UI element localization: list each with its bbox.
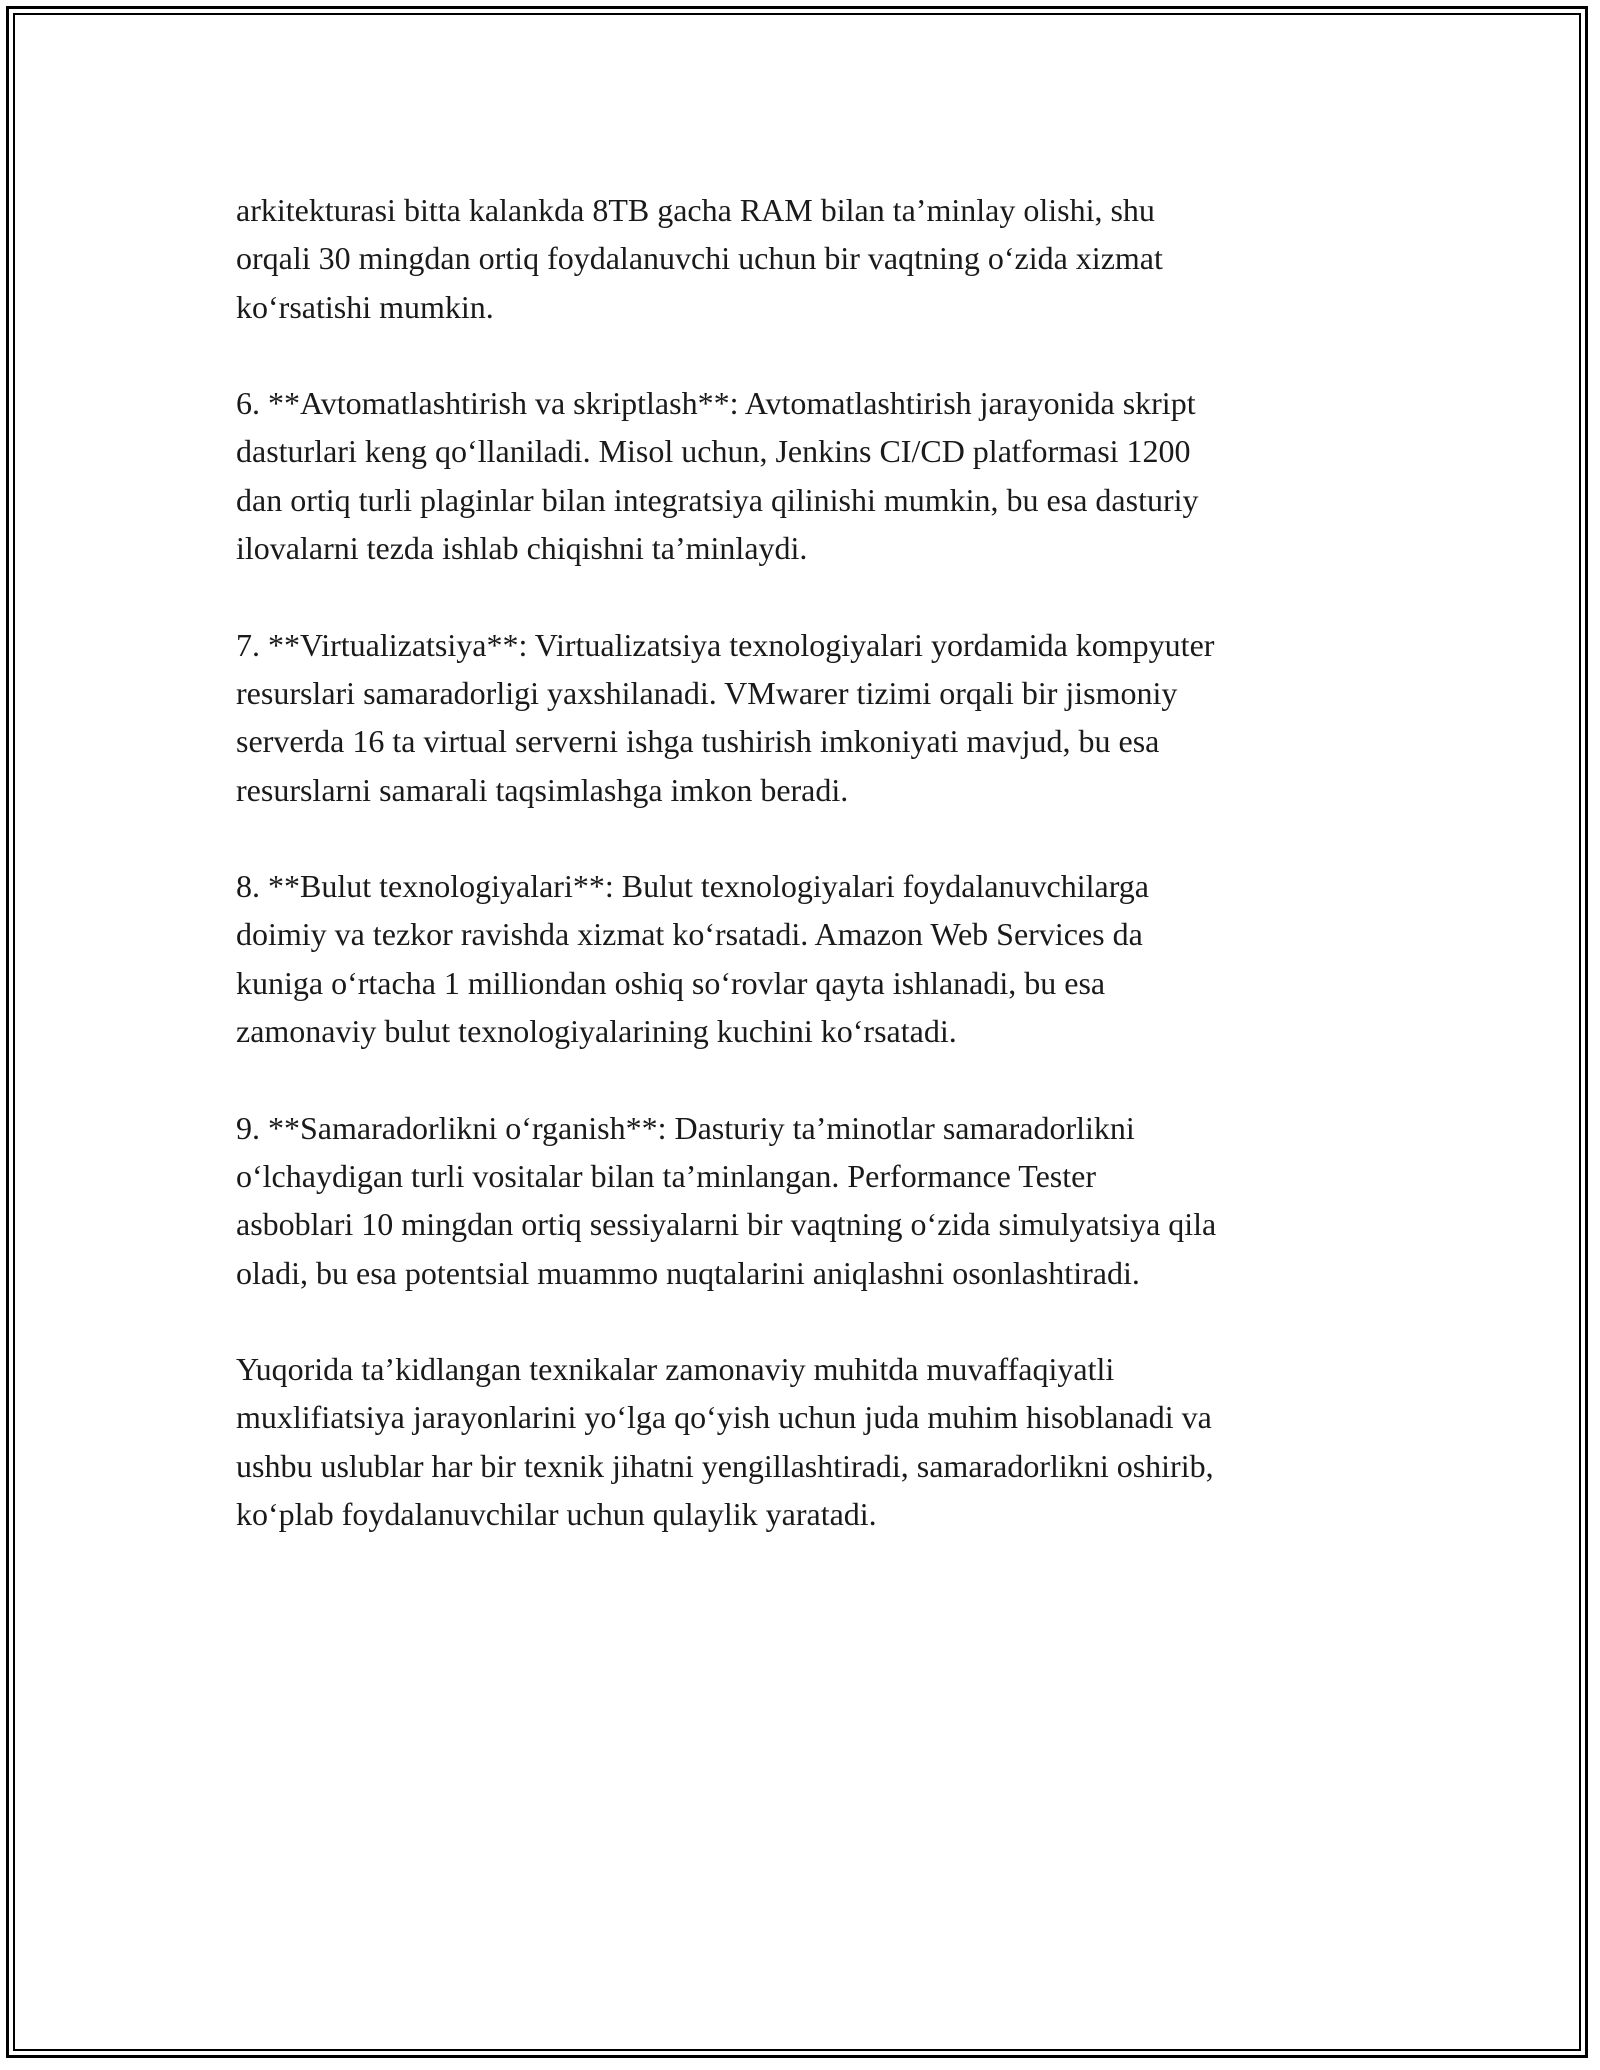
text-line: Yuqorida ta’kidlangan texnikalar zamonaviy muhitda muvaffaqiyatli [236, 1351, 1115, 1388]
text-line: asboblari 10 mingdan ortiq sessiyalarni bir vaqtning o‘zida simulyatsiya qila [236, 1206, 1217, 1243]
text-line: serverda 16 ta virtual serverni ishga tushirish imkoniyati mavjud, bu esa [236, 723, 1160, 760]
text-line: resurslarni samarali taqsimlashga imkon beradi. [236, 771, 849, 808]
text-line: dasturlari keng qo‘llaniladi. Misol uchun, Jenkins CI/CD platformasi 1200 [236, 433, 1191, 470]
text-line: 9. **Samaradorlikni o‘rganish**: Dasturiy ta’minotlar samaradorlikni [236, 1109, 1135, 1146]
text-line: doimiy va tezkor ravishda xizmat ko‘rsatadi. Amazon Web Services da [236, 916, 1143, 953]
text-line: 6. **Avtomatlashtirish va skriptlash**: Avtomatlashtirish jarayonida skript [236, 385, 1196, 422]
text-line: kuniga o‘rtacha 1 milliondan oshiq so‘rovlar qayta ishlanadi, bu esa [236, 964, 1106, 1001]
paragraph-item-6 [236, 379, 1386, 572]
paragraph-conclusion [236, 1345, 1386, 1538]
paragraph-item-7 [236, 621, 1386, 814]
text-line: o‘lchaydigan turli vositalar bilan ta’minlangan. Performance Tester [236, 1157, 1096, 1194]
document-body [236, 186, 1386, 1587]
text-line: arkitekturasi bitta kalankda 8TB gacha RAM bilan ta’minlay olishi, shu [236, 192, 1155, 228]
text-line: 8. **Bulut texnologiyalari**: Bulut texnologiyalari foydalanuvchilarga [236, 868, 1149, 905]
text-line: resurslari samaradorligi yaxshilanadi. VMwarer tizimi orqali bir jismoniy [236, 674, 1178, 711]
text-line: oladi, bu esa potentsial muammo nuqtalarini aniqlashni osonlashtiradi. [236, 1254, 1140, 1291]
text-line: ko‘rsatishi mumkin. [236, 288, 494, 325]
text-line: muxlifiatsiya jarayonlarini yo‘lga qo‘yish uchun juda muhim hisoblanadi va [236, 1399, 1212, 1436]
text-line: ko‘plab foydalanuvchilar uchun qulaylik yaratadi. [236, 1496, 877, 1533]
text-line: ilovalarni tezda ishlab chiqishni ta’minlaydi. [236, 530, 808, 567]
text-line: orqali 30 mingdan ortiq foydalanuvchi uchun bir vaqtning o‘zida xizmat [236, 240, 1163, 277]
text-line: dan ortiq turli plaginlar bilan integratsiya qilinishi mumkin, bu esa dasturiy [236, 481, 1199, 518]
paragraph-item-8 [236, 862, 1386, 1055]
text-line: 7. **Virtualizatsiya**: Virtualizatsiya texnologiyalari yordamida kompyuter [236, 626, 1215, 663]
text-line: ushbu uslublar har bir texnik jihatni yengillashtiradi, samaradorlikni oshirib, [236, 1447, 1214, 1484]
paragraph-intro-continuation [236, 186, 1386, 331]
text-line: zamonaviy bulut texnologiyalarining kuchini ko‘rsatadi. [236, 1013, 957, 1050]
paragraph-item-9 [236, 1104, 1386, 1297]
